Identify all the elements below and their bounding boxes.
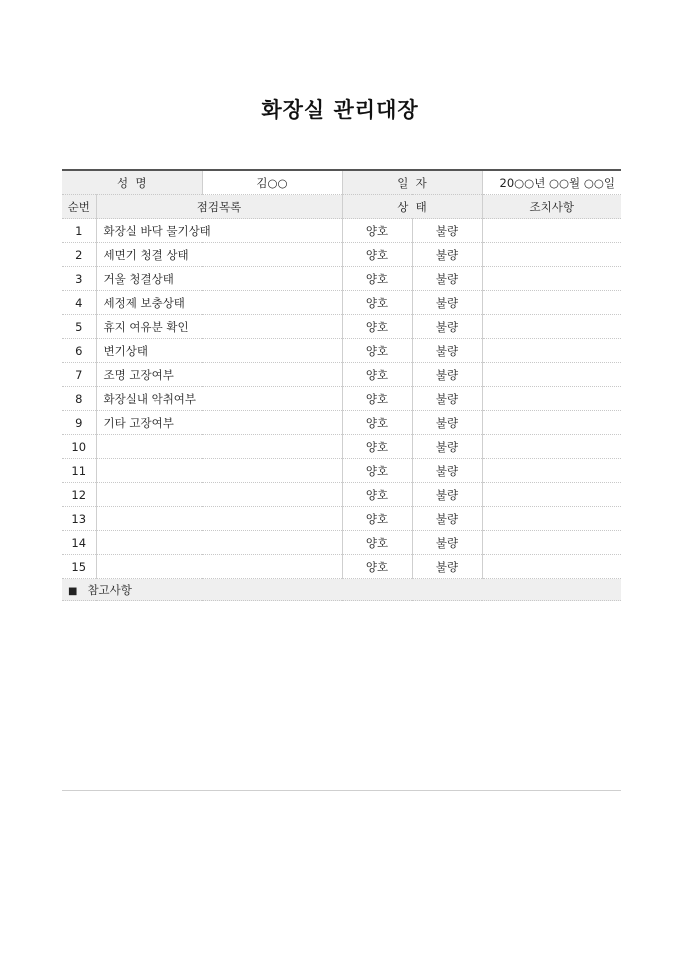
status-good-option[interactable]: 양호: [342, 315, 412, 339]
row-number: 7: [62, 363, 96, 387]
status-good-option[interactable]: 양호: [342, 459, 412, 483]
col-action-header: 조치사항: [482, 195, 621, 219]
action-cell[interactable]: [482, 507, 621, 531]
col-item-header: 점검목록: [96, 195, 342, 219]
table-row: [62, 435, 621, 459]
table-row: [62, 243, 621, 267]
row-number: 3: [62, 267, 96, 291]
action-cell[interactable]: [482, 267, 621, 291]
table-row: [62, 555, 621, 579]
row-number: 8: [62, 387, 96, 411]
status-good-option[interactable]: 양호: [342, 363, 412, 387]
status-bad-option[interactable]: 불량: [412, 339, 482, 363]
table-row: [62, 363, 621, 387]
table-row: [62, 339, 621, 363]
action-cell[interactable]: [482, 483, 621, 507]
status-bad-option[interactable]: 불량: [412, 531, 482, 555]
action-cell[interactable]: [482, 315, 621, 339]
table-row: [62, 411, 621, 435]
status-bad-option[interactable]: 불량: [412, 387, 482, 411]
status-bad-option[interactable]: 불량: [412, 243, 482, 267]
action-cell[interactable]: [482, 219, 621, 243]
check-item[interactable]: 거울 청결상태: [96, 267, 342, 291]
status-good-option[interactable]: 양호: [342, 411, 412, 435]
header-info-row: [62, 170, 621, 195]
status-bad-option[interactable]: 불량: [412, 483, 482, 507]
date-value[interactable]: 20○○년 ○○월 ○○일: [482, 170, 621, 195]
status-bad-option[interactable]: 불량: [412, 291, 482, 315]
action-cell[interactable]: [482, 243, 621, 267]
status-good-option[interactable]: 양호: [342, 243, 412, 267]
col-status-header: 상 태: [342, 195, 482, 219]
row-number: 12: [62, 483, 96, 507]
check-item[interactable]: [96, 531, 342, 555]
square-bullet-icon: ■: [68, 585, 78, 597]
status-good-option[interactable]: 양호: [342, 291, 412, 315]
action-cell[interactable]: [482, 387, 621, 411]
row-number: 6: [62, 339, 96, 363]
action-cell[interactable]: [482, 339, 621, 363]
row-number: 2: [62, 243, 96, 267]
status-good-option[interactable]: 양호: [342, 219, 412, 243]
table-row: [62, 267, 621, 291]
date-label: 일 자: [342, 170, 482, 195]
row-number: 13: [62, 507, 96, 531]
status-bad-option[interactable]: 불량: [412, 507, 482, 531]
table-row: [62, 387, 621, 411]
check-item[interactable]: [96, 507, 342, 531]
action-cell[interactable]: [482, 411, 621, 435]
notes-label: ■ 참고사항: [62, 579, 621, 601]
column-header-row: [62, 195, 621, 219]
notes-bottom-divider: [62, 790, 621, 791]
status-good-option[interactable]: 양호: [342, 483, 412, 507]
action-cell[interactable]: [482, 435, 621, 459]
status-good-option[interactable]: 양호: [342, 387, 412, 411]
status-bad-option[interactable]: 불량: [412, 411, 482, 435]
row-number: 9: [62, 411, 96, 435]
name-label: 성 명: [62, 170, 202, 195]
status-bad-option[interactable]: 불량: [412, 435, 482, 459]
row-number: 1: [62, 219, 96, 243]
status-good-option[interactable]: 양호: [342, 339, 412, 363]
status-bad-option[interactable]: 불량: [412, 315, 482, 339]
status-good-option[interactable]: 양호: [342, 555, 412, 579]
status-bad-option[interactable]: 불량: [412, 459, 482, 483]
status-bad-option[interactable]: 불량: [412, 267, 482, 291]
row-number: 11: [62, 459, 96, 483]
name-value[interactable]: 김○○: [202, 170, 342, 195]
status-good-option[interactable]: 양호: [342, 531, 412, 555]
check-item[interactable]: 조명 고장여부: [96, 363, 342, 387]
row-number: 4: [62, 291, 96, 315]
row-number: 14: [62, 531, 96, 555]
col-no-header: 순번: [62, 195, 96, 219]
check-item[interactable]: [96, 483, 342, 507]
row-number: 5: [62, 315, 96, 339]
check-item[interactable]: 기타 고장여부: [96, 411, 342, 435]
check-item[interactable]: 세면기 청결 상태: [96, 243, 342, 267]
check-item[interactable]: [96, 555, 342, 579]
check-item[interactable]: 세정제 보충상태: [96, 291, 342, 315]
table-row: [62, 459, 621, 483]
action-cell[interactable]: [482, 363, 621, 387]
table-row: [62, 483, 621, 507]
status-good-option[interactable]: 양호: [342, 507, 412, 531]
status-bad-option[interactable]: 불량: [412, 555, 482, 579]
check-item[interactable]: 휴지 여유분 확인: [96, 315, 342, 339]
check-item[interactable]: [96, 435, 342, 459]
action-cell[interactable]: [482, 531, 621, 555]
check-item[interactable]: [96, 459, 342, 483]
inspection-table: [62, 169, 621, 601]
status-bad-option[interactable]: 불량: [412, 363, 482, 387]
table-row: [62, 219, 621, 243]
row-number: 15: [62, 555, 96, 579]
status-good-option[interactable]: 양호: [342, 435, 412, 459]
action-cell[interactable]: [482, 291, 621, 315]
status-good-option[interactable]: 양호: [342, 267, 412, 291]
check-item[interactable]: 화장실내 악취여부: [96, 387, 342, 411]
table-row: [62, 531, 621, 555]
check-item[interactable]: 화장실 바닥 물기상태: [96, 219, 342, 243]
table-row: [62, 291, 621, 315]
document-title: 화장실 관리대장: [261, 98, 419, 122]
row-number: 10: [62, 435, 96, 459]
check-item[interactable]: 변기상태: [96, 339, 342, 363]
table-row: [62, 315, 621, 339]
status-bad-option[interactable]: 불량: [412, 219, 482, 243]
action-cell[interactable]: [482, 555, 621, 579]
notes-row: [62, 579, 621, 601]
action-cell[interactable]: [482, 459, 621, 483]
table-row: [62, 507, 621, 531]
